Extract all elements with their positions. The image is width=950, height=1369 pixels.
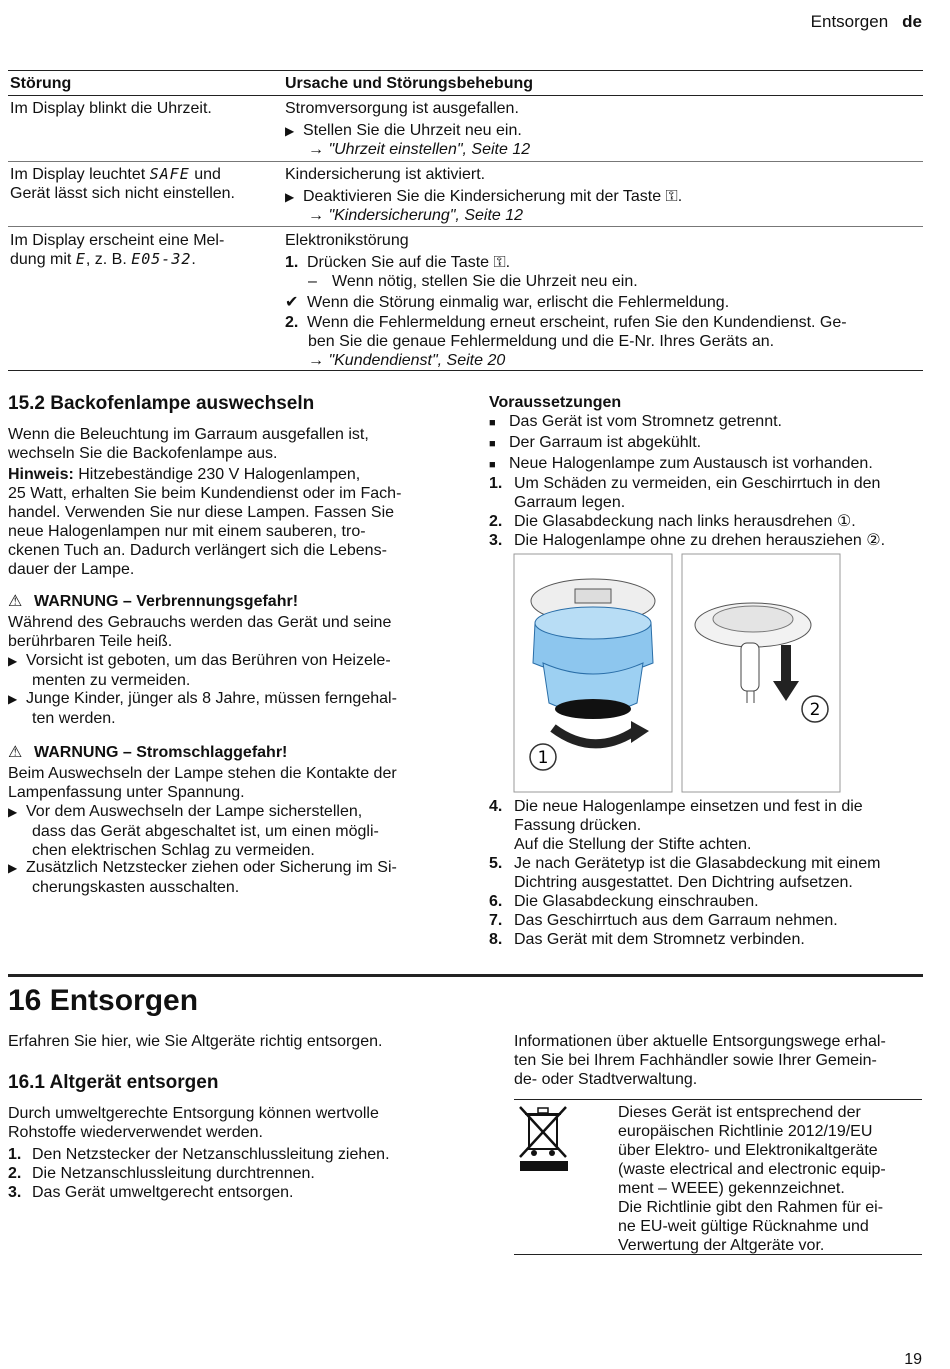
arrow-right-icon: ▶ xyxy=(285,190,295,204)
figure-label-2: 2 xyxy=(809,700,821,720)
row-divider xyxy=(8,226,923,227)
table-top-rule xyxy=(8,70,923,71)
weee-top-rule xyxy=(514,1099,922,1100)
display-code-safe: SAFE xyxy=(149,165,190,183)
figure-label-1: 1 xyxy=(537,748,549,768)
row3-step1: 1. Drücken Sie auf die Taste ⚿. xyxy=(285,254,511,271)
warning-shock-text: Beim Auswechseln der Lampe stehen die Kontakte der Lampenfassung unter Spannung. xyxy=(8,765,397,801)
warning-shock-title: ⚠ WARNUNG – Stromschlaggefahr! xyxy=(8,744,288,761)
s161-text: Durch umweltgerechte Entsorgung können wertvolle Rohstoffe wiederverwendet werden. xyxy=(8,1105,379,1141)
row3-ref: → "Kundendienst", Seite 20 xyxy=(308,352,506,369)
header-section: Entsorgen xyxy=(810,12,889,31)
row-divider xyxy=(8,161,923,162)
row2-fault-line2: Gerät lässt sich nicht einstellen. xyxy=(10,185,235,202)
arrow-right-icon: ▶ xyxy=(285,124,295,138)
display-code-error: E05-32 xyxy=(131,250,192,268)
page-number: 19 xyxy=(904,1351,922,1368)
row3-step1-result: ✔ Wenn die Störung einmalig war, erlischt die Fehlermeldung. xyxy=(285,294,730,311)
row3-step1-sub: – Wenn nötig, stellen Sie die Uhrzeit neu ein. xyxy=(308,273,638,290)
s152-intro: Wenn die Beleuchtung im Garraum ausgefallen ist, wechseln Sie die Backofenlampe aus. xyxy=(8,426,369,462)
warning-burn-title: ⚠ WARNUNG – Verbrennungsgefahr! xyxy=(8,593,299,610)
disposal-info: Informationen über aktuelle Entsorgungswege erhal- ten Sie bei Ihrem Fachhändler sowie Ihrer Gemein- de- oder Stadtverwaltung. xyxy=(514,1033,886,1088)
arrow-right-icon: ▶ xyxy=(8,654,18,668)
running-header xyxy=(811,12,922,31)
square-bullet-icon: ■ xyxy=(489,417,496,429)
table-header-cause: Ursache und Störungsbehebung xyxy=(285,75,534,92)
warning-shock-bullet1: ▶ Vor dem Auswechseln der Lampe sicherstellen, dass das Gerät abgeschaltet ist, um einen mögli- chen elektrischen Schlag zu vermeiden. xyxy=(8,803,379,859)
warning-shock-bullet2: ▶ Zusätzlich Netzstecker ziehen oder Sicherung im Si- cherungskasten ausschalten. xyxy=(8,859,397,896)
steps-1-3: 1. Um Schäden zu vermeiden, ein Geschirrtuch in den Garraum legen. 2. Die Glasabdeckung nach links herausdrehen ①. 3. Die Halogenlampe ohne zu drehen herausziehen ②. xyxy=(489,475,886,549)
weee-text: Dieses Gerät ist entsprechend der europäischen Richtlinie 2012/19/EU über Elektro- und Elektronikaltgeräte (waste electrical and electronic equip- ment – WEEE) gekennzeichnet. Die Richtlinie gibt den Rahmen für ei- ne EU-weit gültige Rücknahme und Verwertung der Altgeräte vor. xyxy=(618,1104,886,1254)
row2-ref: → "Kindersicherung", Seite 12 xyxy=(308,207,524,224)
row1-cause: Stromversorgung ist ausgefallen. xyxy=(285,100,519,117)
row3-step2-line2: ben Sie die genaue Fehlermeldung und die E-Nr. Ihres Geräts an. xyxy=(308,333,775,350)
warning-burn-bullet2: ▶ Junge Kinder, jünger als 8 Jahre, müssen ferngehal- ten werden. xyxy=(8,690,397,727)
table-header-rule xyxy=(8,95,923,96)
table-header-fault: Störung xyxy=(10,75,72,92)
crossed-bin-icon xyxy=(514,1103,574,1173)
square-bullet-icon: ■ xyxy=(489,438,496,450)
chapter-rule xyxy=(8,974,923,977)
row3-fault: Im Display erscheint eine Mel- xyxy=(10,232,225,249)
warning-burn-bullet1: ▶ Vorsicht ist geboten, um das Berühren von Heizele- menten zu vermeiden. xyxy=(8,652,391,689)
row3-step2: 2. Wenn die Fehlermeldung erneut erscheint, rufen Sie den Kundendienst. Ge- xyxy=(285,314,847,331)
arrow-right-icon: ▶ xyxy=(8,861,18,875)
s152-hint: Hinweis: Hitzebeständige 230 V Halogenlampen, 25 Watt, erhalten Sie beim Kundendienst oder im Fach- handel. Verwenden Sie nur diese Lampen. Fassen Sie neue Halogenlampen nur mit einem sauberen, tro- ckenen Tuch an. Dadurch verlängert sich die Lebens- dauer der Lampe. xyxy=(8,466,402,578)
row1-fault: Im Display blinkt die Uhrzeit. xyxy=(10,100,212,117)
row2-fault: Im Display leuchtet SAFE und xyxy=(10,165,221,183)
prerequisites-list: ■ Das Gerät ist vom Stromnetz getrennt. ■ Der Garraum ist abgekühlt. ■ Neue Halogenlampe zum Austausch ist vorhanden. xyxy=(489,412,873,475)
s161-steps: 1. Den Netzstecker der Netzanschlussleitung ziehen. 2. Die Netzanschlussleitung durchtrennen. 3. Das Gerät umweltgerecht entsorgen. xyxy=(8,1146,390,1201)
prerequisites-title: Voraussetzungen xyxy=(489,394,622,411)
steps-4-8: 4. Die neue Halogenlampe einsetzen und fest in die Fassung drücken. Auf die Stellung der Stifte achten. 5. Je nach Gerätetyp ist die Glasabdeckung mit einem Dichtring ausgestattet. Den Dichtring aufsetzen. 6. Die Glasabdeckung einschrauben. 7. Das Geschirrtuch aus dem Garraum nehmen. 8. Das Gerät mit dem Stromnetz verbinden. xyxy=(489,798,881,948)
header-lang: de xyxy=(902,12,922,31)
row3-cause: Elektronikstörung xyxy=(285,232,409,249)
warning-burn-text: Während des Gebrauchs werden das Gerät und seine berührbaren Teile heiß. xyxy=(8,614,392,650)
warning-triangle-icon: ⚠ xyxy=(8,593,23,610)
section-15-2-title: 15.2 Backofenlampe auswechseln xyxy=(8,393,315,414)
weee-bottom-rule xyxy=(514,1254,922,1255)
row3-fault-line2: dung mit E, z. B. E05-32. xyxy=(10,250,196,268)
arrow-right-icon: ▶ xyxy=(8,692,18,706)
table-bottom-rule xyxy=(8,370,923,371)
section-16-1-title: 16.1 Altgerät entsorgen xyxy=(8,1072,219,1093)
row1-ref: → "Uhrzeit einstellen", Seite 12 xyxy=(308,141,531,158)
chapter-16-intro: Erfahren Sie hier, wie Sie Altgeräte richtig entsorgen. xyxy=(8,1033,383,1050)
square-bullet-icon: ■ xyxy=(489,459,496,471)
check-icon: ✔ xyxy=(285,294,299,311)
row2-cause: Kindersicherung ist aktiviert. xyxy=(285,166,486,183)
arrow-right-icon: ▶ xyxy=(8,805,18,819)
figure-panel-right xyxy=(682,554,840,792)
row1-step: ▶ Stellen Sie die Uhrzeit neu ein. xyxy=(285,122,522,139)
lamp-replacement-figure xyxy=(513,553,843,793)
warning-triangle-icon: ⚠ xyxy=(8,744,23,761)
chapter-16-title: 16 Entsorgen xyxy=(8,984,199,1017)
row2-step: ▶ Deaktivieren Sie die Kindersicherung mit der Taste ⚿. xyxy=(285,188,683,205)
